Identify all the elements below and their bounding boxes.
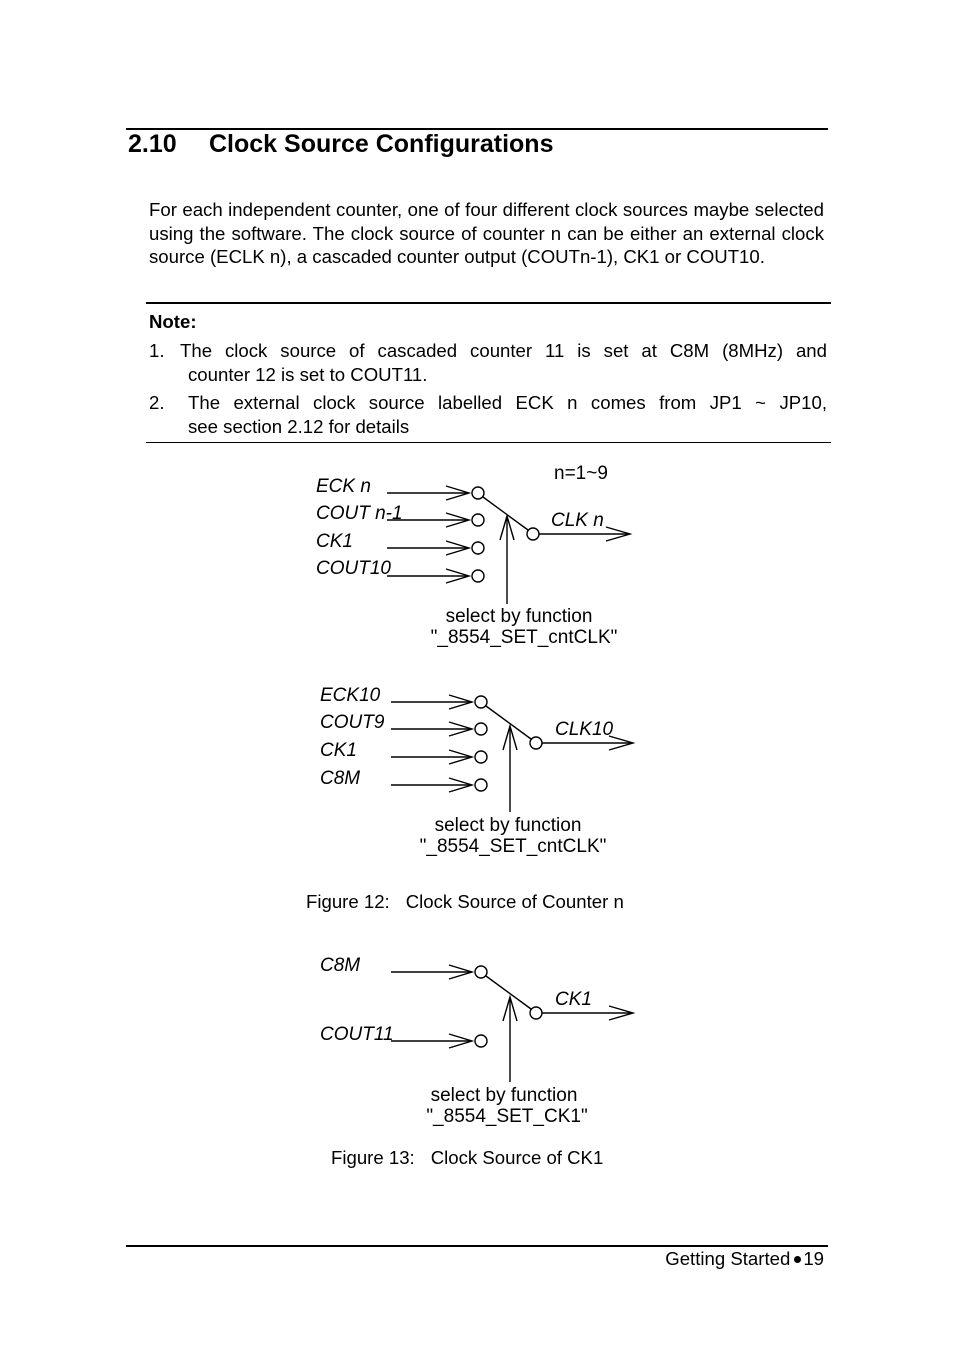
select-arrow: [500, 516, 514, 604]
input-arrow: [387, 569, 469, 583]
input-arrow: [391, 965, 472, 979]
figure-title: Clock Source of Counter n: [405, 891, 624, 912]
figure-12-caption: [306, 891, 624, 913]
section-number: 2.10: [128, 130, 177, 158]
input-label: CK1: [316, 531, 353, 552]
switch-pivot: [530, 737, 542, 749]
note-item-line: counter 12 is set to COUT11.: [188, 363, 428, 385]
note-item-line: see section 2.12 for details: [188, 415, 410, 437]
figure-13-caption: [331, 1147, 603, 1169]
page-footer: [665, 1248, 824, 1270]
switch-terminal: [475, 723, 487, 735]
output-label: CK1: [555, 989, 592, 1010]
switch-blade: [483, 497, 528, 530]
note-item-number: 1.: [149, 340, 165, 361]
input-arrow: [391, 750, 472, 764]
select-text: select by function: [434, 815, 582, 836]
input-label: C8M: [320, 768, 361, 789]
page-number: 19: [803, 1248, 824, 1269]
input-label: ECK n: [316, 476, 371, 497]
switch-terminal: [472, 514, 484, 526]
input-arrow: [391, 1034, 472, 1048]
switch-pivot: [530, 1007, 542, 1019]
input-label: ECK10: [320, 685, 381, 706]
input-arrow: [387, 486, 469, 500]
select-arrow: [503, 726, 517, 812]
footer-text: Getting Started: [665, 1248, 791, 1269]
note-title: Note:: [149, 311, 197, 332]
input-arrow: [391, 778, 472, 792]
bullet-icon: [794, 1256, 801, 1263]
input-arrow: [391, 695, 472, 709]
switch-terminal: [475, 779, 487, 791]
note-item-line: The external clock source labelled ECK n comes from JP1 ~ JP10,: [188, 392, 827, 413]
diagram-ck1: [320, 955, 633, 1127]
select-arrow: [503, 997, 517, 1082]
footer-rule: [126, 1245, 828, 1247]
diagram-counter-10: [320, 685, 633, 857]
figure-label: Figure 13:: [331, 1147, 415, 1168]
switch-pivot: [527, 528, 539, 540]
select-function: "_8554_SET_CK1": [426, 1106, 588, 1127]
switch-terminal: [472, 487, 484, 499]
switch-terminal: [475, 751, 487, 763]
input-label: COUT n-1: [316, 503, 403, 524]
input-label: COUT9: [320, 712, 385, 733]
range-label: n=1~9: [554, 463, 608, 484]
input-arrow: [391, 722, 472, 736]
section-title: Clock Source Configurations: [209, 130, 554, 158]
input-label: COUT10: [316, 558, 391, 579]
input-arrow: [387, 541, 469, 555]
switch-terminal: [475, 1035, 487, 1047]
diagram-counter-n: [316, 463, 630, 648]
output-label: CLK10: [555, 719, 614, 740]
input-label: COUT11: [320, 1024, 394, 1045]
figure-title: Clock Source of CK1: [430, 1147, 604, 1168]
select-function: "_8554_SET_cntCLK": [419, 836, 607, 857]
select-text: select by function: [430, 1085, 578, 1106]
switch-terminal: [472, 570, 484, 582]
note-item-line: The clock source of cascaded counter 11 is set at C8M (8MHz) and: [180, 340, 827, 361]
switch-terminal: [475, 696, 487, 708]
switch-blade: [486, 706, 531, 739]
intro-paragraph: For each independent counter, one of four different clock sources maybe selected using the software. The clock source of counter n can be either an external clock source (ECLK n), a cascaded counter output (COUTn-1), CK1 or COUT10.: [149, 199, 824, 267]
select-function: "_8554_SET_cntCLK": [430, 627, 618, 648]
select-text: select by function: [445, 606, 593, 627]
input-label: C8M: [320, 955, 361, 976]
switch-terminal: [475, 966, 487, 978]
output-label: CLK n: [551, 510, 604, 531]
figure-label: Figure 12:: [306, 891, 390, 912]
input-label: CK1: [320, 740, 357, 761]
note-item-number: 2.: [149, 392, 165, 413]
switch-terminal: [472, 542, 484, 554]
